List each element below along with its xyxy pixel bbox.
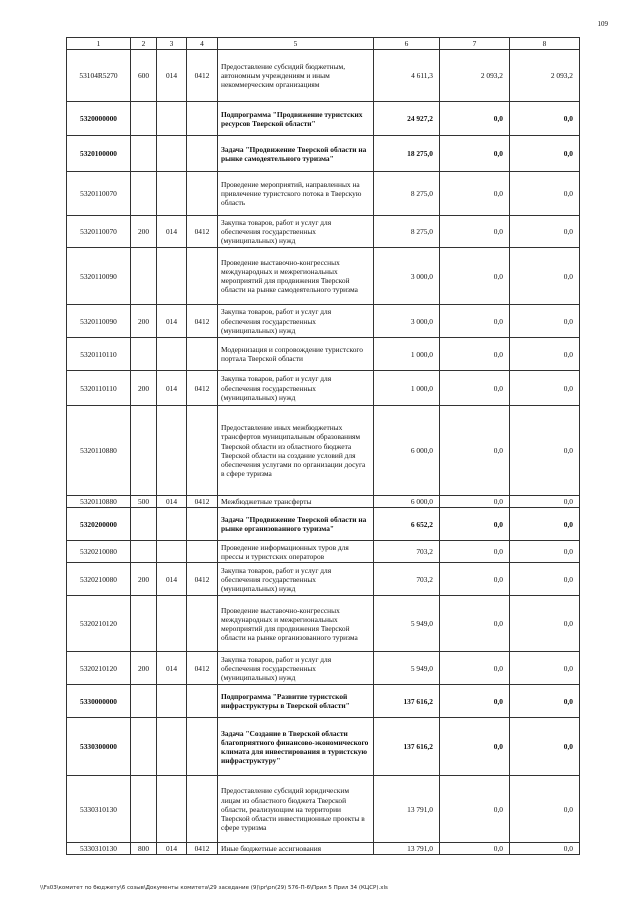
subsection-cell bbox=[187, 338, 218, 371]
amount-year1-cell: 5 949,0 bbox=[374, 596, 440, 652]
table-row bbox=[67, 496, 580, 508]
description-cell: Предоставление субсидий бюджетным, автономным учреждениям и иным некоммерческим организациям bbox=[218, 50, 374, 102]
amount-year3-cell: 0,0 bbox=[510, 596, 580, 652]
budget-code-cell: 5330300000 bbox=[67, 718, 131, 776]
amount-year3-cell: 0,0 bbox=[510, 338, 580, 371]
budget-code-cell: 5330310130 bbox=[67, 843, 131, 855]
column-header: 4 bbox=[187, 38, 218, 50]
table-row bbox=[67, 50, 580, 102]
amount-year3-cell: 0,0 bbox=[510, 843, 580, 855]
column-header: 2 bbox=[131, 38, 157, 50]
amount-year1-cell: 13 791,0 bbox=[374, 843, 440, 855]
section-cell bbox=[157, 508, 187, 541]
expense-type-cell bbox=[131, 776, 157, 843]
expense-type-cell bbox=[131, 248, 157, 305]
amount-year3-cell: 0,0 bbox=[510, 216, 580, 248]
subsection-cell bbox=[187, 248, 218, 305]
amount-year1-cell: 6 000,0 bbox=[374, 496, 440, 508]
table-row bbox=[67, 102, 580, 136]
table-row bbox=[67, 371, 580, 406]
description-cell: Закупка товаров, работ и услуг для обеспечения государственных (муниципальных) нужд bbox=[218, 563, 374, 596]
section-cell: 014 bbox=[157, 652, 187, 685]
budget-table bbox=[66, 37, 580, 855]
column-header: 3 bbox=[157, 38, 187, 50]
subsection-cell: 0412 bbox=[187, 563, 218, 596]
expense-type-cell: 200 bbox=[131, 563, 157, 596]
expense-type-cell bbox=[131, 406, 157, 496]
amount-year3-cell: 0,0 bbox=[510, 541, 580, 563]
amount-year1-cell: 137 616,2 bbox=[374, 685, 440, 718]
table-row bbox=[67, 718, 580, 776]
description-cell: Закупка товаров, работ и услуг для обеспечения государственных (муниципальных) нужд bbox=[218, 216, 374, 248]
description-cell: Проведение мероприятий, направленных на привлечение туристского потока в Тверскую область bbox=[218, 172, 374, 216]
section-cell bbox=[157, 172, 187, 216]
amount-year2-cell: 0,0 bbox=[440, 338, 510, 371]
amount-year2-cell: 0,0 bbox=[440, 248, 510, 305]
section-cell bbox=[157, 338, 187, 371]
section-cell bbox=[157, 596, 187, 652]
amount-year3-cell: 0,0 bbox=[510, 496, 580, 508]
expense-type-cell: 600 bbox=[131, 50, 157, 102]
column-header: 8 bbox=[510, 38, 580, 50]
expense-type-cell bbox=[131, 685, 157, 718]
section-cell bbox=[157, 718, 187, 776]
amount-year1-cell: 1 000,0 bbox=[374, 371, 440, 406]
amount-year1-cell: 3 000,0 bbox=[374, 248, 440, 305]
amount-year2-cell: 2 093,2 bbox=[440, 50, 510, 102]
description-cell: Межбюджетные трансферты bbox=[218, 496, 374, 508]
budget-code-cell: 5320110090 bbox=[67, 305, 131, 338]
budget-code-cell: 5320110110 bbox=[67, 338, 131, 371]
table-row bbox=[67, 685, 580, 718]
column-header: 1 bbox=[67, 38, 131, 50]
amount-year1-cell: 18 275,0 bbox=[374, 136, 440, 172]
amount-year1-cell: 6 652,2 bbox=[374, 508, 440, 541]
expense-type-cell: 800 bbox=[131, 843, 157, 855]
column-header: 7 bbox=[440, 38, 510, 50]
description-cell: Подпрограмма "Продвижение туристских ресурсов Тверской области" bbox=[218, 102, 374, 136]
expense-type-cell: 200 bbox=[131, 652, 157, 685]
section-cell bbox=[157, 776, 187, 843]
expense-type-cell bbox=[131, 102, 157, 136]
amount-year2-cell: 0,0 bbox=[440, 563, 510, 596]
expense-type-cell: 200 bbox=[131, 216, 157, 248]
expense-type-cell: 500 bbox=[131, 496, 157, 508]
budget-code-cell: 5320210080 bbox=[67, 541, 131, 563]
description-cell: Закупка товаров, работ и услуг для обеспечения государственных (муниципальных) нужд bbox=[218, 305, 374, 338]
table-row bbox=[67, 338, 580, 371]
subsection-cell: 0412 bbox=[187, 843, 218, 855]
amount-year1-cell: 6 000,0 bbox=[374, 406, 440, 496]
amount-year2-cell: 0,0 bbox=[440, 776, 510, 843]
expense-type-cell bbox=[131, 136, 157, 172]
expense-type-cell bbox=[131, 338, 157, 371]
table-row bbox=[67, 248, 580, 305]
amount-year1-cell: 5 949,0 bbox=[374, 652, 440, 685]
amount-year1-cell: 8 275,0 bbox=[374, 172, 440, 216]
expense-type-cell: 200 bbox=[131, 371, 157, 406]
subsection-cell bbox=[187, 718, 218, 776]
subsection-cell: 0412 bbox=[187, 496, 218, 508]
budget-code-cell: 53104R5270 bbox=[67, 50, 131, 102]
section-cell: 014 bbox=[157, 496, 187, 508]
amount-year2-cell: 0,0 bbox=[440, 136, 510, 172]
subsection-cell bbox=[187, 776, 218, 843]
budget-code-cell: 5320000000 bbox=[67, 102, 131, 136]
description-cell: Закупка товаров, работ и услуг для обеспечения государственных (муниципальных) нужд bbox=[218, 652, 374, 685]
amount-year3-cell: 0,0 bbox=[510, 652, 580, 685]
amount-year2-cell: 0,0 bbox=[440, 102, 510, 136]
budget-code-cell: 5330310130 bbox=[67, 776, 131, 843]
amount-year1-cell: 24 927,2 bbox=[374, 102, 440, 136]
expense-type-cell bbox=[131, 508, 157, 541]
amount-year2-cell: 0,0 bbox=[440, 508, 510, 541]
section-cell: 014 bbox=[157, 50, 187, 102]
amount-year3-cell: 0,0 bbox=[510, 371, 580, 406]
amount-year1-cell: 13 791,0 bbox=[374, 776, 440, 843]
budget-code-cell: 5320110070 bbox=[67, 172, 131, 216]
section-cell bbox=[157, 102, 187, 136]
subsection-cell bbox=[187, 406, 218, 496]
table-row bbox=[67, 776, 580, 843]
amount-year2-cell: 0,0 bbox=[440, 172, 510, 216]
file-path-footer: \\Fs03\комитет по бюджету\6 созыв\Документы комитета\29 заседание (9)\pr\pn(29) 576-П-6\Прил 5 Прил 34 (КЦСР).xls bbox=[40, 885, 388, 891]
amount-year2-cell: 0,0 bbox=[440, 496, 510, 508]
description-cell: Проведение информационных туров для прессы и туристских операторов bbox=[218, 541, 374, 563]
table-row bbox=[67, 406, 580, 496]
subsection-cell bbox=[187, 102, 218, 136]
budget-code-cell: 5320100000 bbox=[67, 136, 131, 172]
subsection-cell bbox=[187, 541, 218, 563]
description-cell: Подпрограмма "Развитие туристской инфраструктуры в Тверской области" bbox=[218, 685, 374, 718]
description-cell: Иные бюджетные ассигнования bbox=[218, 843, 374, 855]
amount-year3-cell: 0,0 bbox=[510, 305, 580, 338]
table-row bbox=[67, 541, 580, 563]
page-number: 109 bbox=[597, 20, 608, 28]
section-cell: 014 bbox=[157, 563, 187, 596]
subsection-cell: 0412 bbox=[187, 216, 218, 248]
amount-year3-cell: 0,0 bbox=[510, 248, 580, 305]
amount-year1-cell: 8 275,0 bbox=[374, 216, 440, 248]
description-cell: Предоставление иных межбюджетных трансфертов муниципальным образованиям Тверской области из областного бюджета Тверской области на создание условий для обеспечения услугами по организации досуга в сфере туризма bbox=[218, 406, 374, 496]
column-header: 5 bbox=[218, 38, 374, 50]
description-cell: Закупка товаров, работ и услуг для обеспечения государственных (муниципальных) нужд bbox=[218, 371, 374, 406]
amount-year2-cell: 0,0 bbox=[440, 406, 510, 496]
table-row bbox=[67, 843, 580, 855]
subsection-cell bbox=[187, 596, 218, 652]
table-row bbox=[67, 596, 580, 652]
table-row bbox=[67, 652, 580, 685]
subsection-cell: 0412 bbox=[187, 652, 218, 685]
budget-code-cell: 5320210080 bbox=[67, 563, 131, 596]
amount-year1-cell: 4 611,3 bbox=[374, 50, 440, 102]
amount-year1-cell: 3 000,0 bbox=[374, 305, 440, 338]
subsection-cell: 0412 bbox=[187, 50, 218, 102]
budget-code-cell: 5320110110 bbox=[67, 371, 131, 406]
budget-code-cell: 5320210120 bbox=[67, 596, 131, 652]
amount-year3-cell: 0,0 bbox=[510, 172, 580, 216]
budget-code-cell: 5320110880 bbox=[67, 496, 131, 508]
amount-year2-cell: 0,0 bbox=[440, 596, 510, 652]
amount-year2-cell: 0,0 bbox=[440, 371, 510, 406]
description-cell: Модернизация и сопровождение туристского портала Тверской области bbox=[218, 338, 374, 371]
subsection-cell bbox=[187, 508, 218, 541]
amount-year3-cell: 0,0 bbox=[510, 136, 580, 172]
description-cell: Задача "Создание в Тверской области благоприятного финансово-экономического климата для инвестирования в туристскую инфраструктуру" bbox=[218, 718, 374, 776]
expense-type-cell: 200 bbox=[131, 305, 157, 338]
amount-year3-cell: 0,0 bbox=[510, 718, 580, 776]
expense-type-cell bbox=[131, 718, 157, 776]
table-row bbox=[67, 563, 580, 596]
amount-year3-cell: 0,0 bbox=[510, 776, 580, 843]
table-row bbox=[67, 216, 580, 248]
amount-year3-cell: 0,0 bbox=[510, 685, 580, 718]
amount-year2-cell: 0,0 bbox=[440, 652, 510, 685]
budget-code-cell: 5320110880 bbox=[67, 406, 131, 496]
description-cell: Задача "Продвижение Тверской области на рынке организованного туризма" bbox=[218, 508, 374, 541]
expense-type-cell bbox=[131, 596, 157, 652]
amount-year1-cell: 137 616,2 bbox=[374, 718, 440, 776]
amount-year3-cell: 0,0 bbox=[510, 406, 580, 496]
section-cell: 014 bbox=[157, 216, 187, 248]
amount-year2-cell: 0,0 bbox=[440, 216, 510, 248]
table-row bbox=[67, 172, 580, 216]
section-cell bbox=[157, 541, 187, 563]
budget-code-cell: 5320210120 bbox=[67, 652, 131, 685]
column-header: 6 bbox=[374, 38, 440, 50]
description-cell: Проведение выставочно-конгрессных международных и межрегиональных мероприятий для продвижения Тверской области на рынке самодеятельного туризма bbox=[218, 248, 374, 305]
amount-year3-cell: 0,0 bbox=[510, 102, 580, 136]
subsection-cell bbox=[187, 136, 218, 172]
budget-code-cell: 5320200000 bbox=[67, 508, 131, 541]
table-row bbox=[67, 305, 580, 338]
amount-year2-cell: 0,0 bbox=[440, 685, 510, 718]
subsection-cell bbox=[187, 685, 218, 718]
section-cell bbox=[157, 685, 187, 718]
section-cell bbox=[157, 248, 187, 305]
table-row bbox=[67, 508, 580, 541]
section-cell bbox=[157, 406, 187, 496]
subsection-cell bbox=[187, 172, 218, 216]
amount-year2-cell: 0,0 bbox=[440, 541, 510, 563]
section-cell: 014 bbox=[157, 305, 187, 338]
description-cell: Задача "Продвижение Тверской области на рынке самодеятельного туризма" bbox=[218, 136, 374, 172]
section-cell: 014 bbox=[157, 371, 187, 406]
table-row bbox=[67, 136, 580, 172]
section-cell bbox=[157, 136, 187, 172]
subsection-cell: 0412 bbox=[187, 305, 218, 338]
description-cell: Предоставление субсидий юридическим лицам из областного бюджета Тверской области, реализующим на территории Тверской области инвестиционные проекты в сфере туризма bbox=[218, 776, 374, 843]
amount-year1-cell: 703,2 bbox=[374, 563, 440, 596]
amount-year2-cell: 0,0 bbox=[440, 305, 510, 338]
description-cell: Проведение выставочно-конгрессных международных и межрегиональных мероприятий для продвижения Тверской области на рынке организованного туризма bbox=[218, 596, 374, 652]
amount-year1-cell: 703,2 bbox=[374, 541, 440, 563]
amount-year2-cell: 0,0 bbox=[440, 843, 510, 855]
amount-year2-cell: 0,0 bbox=[440, 718, 510, 776]
subsection-cell: 0412 bbox=[187, 371, 218, 406]
section-cell: 014 bbox=[157, 843, 187, 855]
amount-year3-cell: 0,0 bbox=[510, 508, 580, 541]
header-row bbox=[67, 38, 580, 50]
expense-type-cell bbox=[131, 541, 157, 563]
amount-year3-cell: 2 093,2 bbox=[510, 50, 580, 102]
expense-type-cell bbox=[131, 172, 157, 216]
amount-year3-cell: 0,0 bbox=[510, 563, 580, 596]
amount-year1-cell: 1 000,0 bbox=[374, 338, 440, 371]
budget-code-cell: 5330000000 bbox=[67, 685, 131, 718]
budget-code-cell: 5320110070 bbox=[67, 216, 131, 248]
budget-code-cell: 5320110090 bbox=[67, 248, 131, 305]
